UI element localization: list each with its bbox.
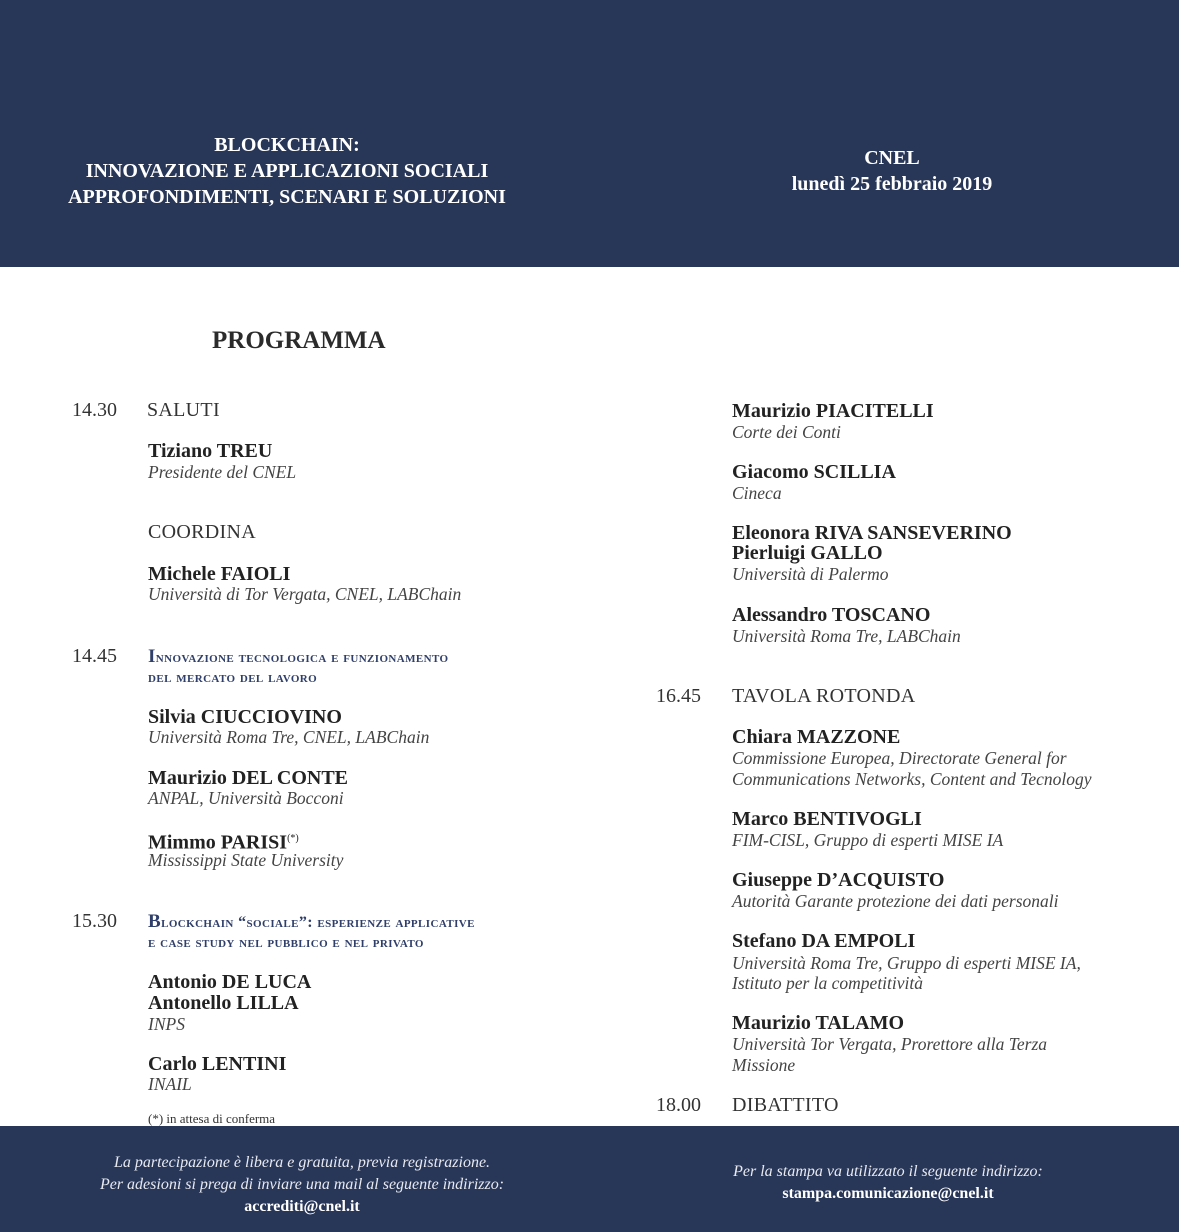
event-title <box>40 132 534 210</box>
affiliation-daempoli-1: Università Roma Tre, Gruppo di esperti MISE IA, <box>732 953 1081 973</box>
affiliation-faioli: Università di Tor Vergata, CNEL, LABChain <box>148 584 462 604</box>
footer-press-line-1: Per la stampa va utilizzato il seguente indirizzo: <box>733 1163 1043 1180</box>
speaker-delconte: Maurizio DEL CONTE <box>148 767 349 789</box>
session-coordina: COORDINA <box>148 521 256 543</box>
footer-press <box>700 1161 1076 1205</box>
speaker-toscano: Alessandro TOSCANO <box>732 604 931 626</box>
affiliation-treu: Presidente del CNEL <box>148 462 297 482</box>
speaker-gallo: Pierluigi GALLO <box>732 542 883 564</box>
speaker-riva: Eleonora RIVA SANSEVERINO <box>732 522 1012 544</box>
affiliation-mazzone-1: Commissione Europea, Directorate General for <box>732 748 1067 768</box>
speaker-mazzone: Chiara MAZZONE <box>732 726 901 748</box>
affiliation-lentini: INAIL <box>148 1074 192 1094</box>
affiliation-scillia: Cineca <box>732 483 782 503</box>
session-innovazione-initial: I <box>148 646 156 667</box>
speaker-parisi-name: Mimmo PARISI <box>148 831 288 854</box>
speaker-daempoli: Stefano DA EMPOLI <box>732 930 916 952</box>
affiliation-dacquisto: Autorità Garante protezione dei dati personali <box>732 891 1059 911</box>
time-1645: 16.45 <box>656 685 701 707</box>
affiliation-piacitelli: Corte dei Conti <box>732 422 841 442</box>
time-1445: 14.45 <box>72 645 117 667</box>
session-blockchain-line-2: e case study nel pubblico e nel privato <box>148 934 424 951</box>
footer-registration-line-2: Per adesioni si prega di inviare una mail al seguente indirizzo: <box>99 1176 505 1193</box>
speaker-parisi-note-mark: (*) <box>287 833 299 844</box>
speaker-treu: Tiziano TREU <box>148 440 273 462</box>
affiliation-toscano: Università Roma Tre, LABChain <box>732 626 961 646</box>
speaker-ciucciovino: Silvia CIUCCIOVINO <box>148 706 342 728</box>
time-1430: 14.30 <box>72 399 117 421</box>
footnote-pending: (*) in attesa di conferma <box>148 1111 276 1126</box>
affiliation-talamo-1: Università Tor Vergata, Prorettore alla Terza <box>732 1034 1048 1054</box>
session-innovazione-line-1: nnovazione tecnologica e funzionamento <box>155 649 449 666</box>
speaker-deluca: Antonio DE LUCA <box>148 971 312 993</box>
programma-heading: PROGRAMMA <box>212 327 386 354</box>
session-innovazione-title <box>148 647 448 688</box>
event-title-line-3: APPROFONDIMENTI, SCENARI E SOLUZIONI <box>68 186 506 208</box>
speaker-talamo: Maurizio TALAMO <box>732 1012 905 1034</box>
footer-banner <box>0 1126 1179 1232</box>
footer-registration-line-1: La partecipazione è libera e gratuita, previa registrazione. <box>113 1154 491 1171</box>
session-blockchain-initial: B <box>148 911 162 932</box>
session-blockchain-title <box>148 912 475 953</box>
speaker-bentivogli: Marco BENTIVOGLI <box>732 808 922 830</box>
time-1800: 18.00 <box>656 1094 701 1116</box>
speaker-dacquisto: Giuseppe D’ACQUISTO <box>732 869 945 891</box>
affiliation-bentivogli: FIM-CISL, Gruppo di esperti MISE IA <box>732 830 1004 850</box>
speaker-faioli: Michele FAIOLI <box>148 563 291 585</box>
event-title-line-2: INNOVAZIONE E APPLICAZIONI SOCIALI <box>85 160 489 182</box>
event-venue: CNEL <box>864 147 920 169</box>
event-venue-date <box>760 145 1024 197</box>
affiliation-inps: INPS <box>148 1014 185 1034</box>
affiliation-mazzone-2: Communications Networks, Content and Tecnology <box>732 769 1092 789</box>
session-blockchain-line-1: lockchain “sociale”: esperienze applicative <box>161 914 475 931</box>
affiliation-daempoli-2: Istituto per la competitività <box>732 973 924 993</box>
affiliation-delconte: ANPAL, Università Bocconi <box>148 788 344 808</box>
header-banner <box>0 0 1179 267</box>
affiliation-talamo-2: Missione <box>732 1055 796 1075</box>
event-date: lunedì 25 febbraio 2019 <box>791 173 993 195</box>
affiliation-parisi: Mississippi State University <box>148 850 344 870</box>
speaker-scillia: Giacomo SCILLIA <box>732 461 896 483</box>
press-email-link[interactable]: stampa.comunicazione@cnel.it <box>782 1185 994 1202</box>
footer-registration <box>60 1152 544 1218</box>
time-1530: 15.30 <box>72 910 117 932</box>
speaker-lentini: Carlo LENTINI <box>148 1053 287 1075</box>
event-title-line-1: BLOCKCHAIN: <box>214 134 360 156</box>
session-tavola-rotonda: TAVOLA ROTONDA <box>732 685 916 707</box>
speaker-piacitelli: Maurizio PIACITELLI <box>732 400 934 422</box>
affiliation-ciucciovino: Università Roma Tre, CNEL, LABChain <box>148 727 430 747</box>
session-innovazione-line-2: del mercato del lavoro <box>148 669 318 686</box>
affiliation-palermo: Università di Palermo <box>732 564 889 584</box>
session-saluti: SALUTI <box>147 399 220 421</box>
speaker-lilla: Antonello LILLA <box>148 992 299 1014</box>
session-dibattito: DIBATTITO <box>732 1094 839 1116</box>
registration-email-link[interactable]: accrediti@cnel.it <box>244 1198 360 1215</box>
